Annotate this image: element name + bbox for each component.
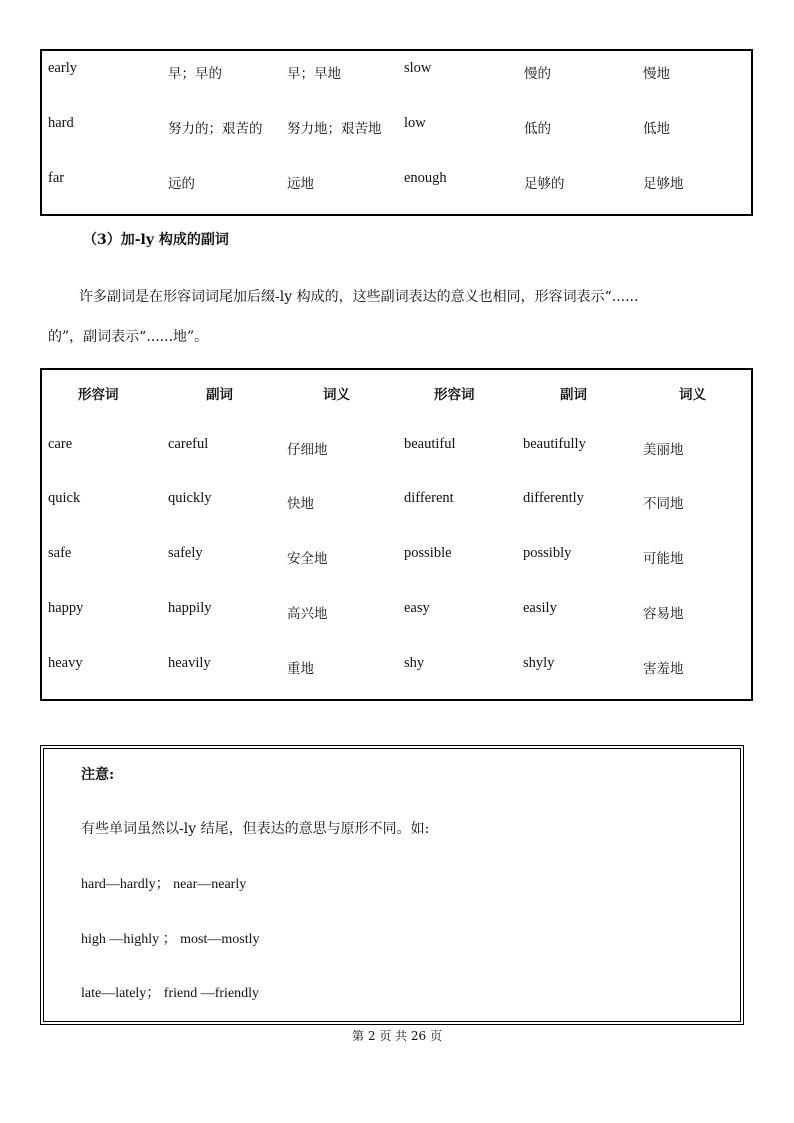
table-header: 形容词 <box>434 387 475 403</box>
table-cell: 高兴地 <box>287 606 328 622</box>
section-heading: （3）加-ly 构成的副词 <box>83 232 229 248</box>
page-number: 第 2 页 共 26 页 <box>352 1029 442 1043</box>
table-cell: 快地 <box>287 496 314 512</box>
table-cell: 重地 <box>287 661 314 677</box>
note-example-line: high —highly ； most—mostly <box>81 932 260 947</box>
table-cell: easy <box>404 600 430 616</box>
table-cell: 早；早地 <box>287 66 341 82</box>
paragraph-line-1: 许多副词是在形容词词尾加后缀-ly 构成的，这些副词表达的意义也相同，形容词表示“...... <box>79 289 639 305</box>
table-cell: 足够的 <box>524 176 565 192</box>
table-cell: 可能地 <box>643 551 684 567</box>
table-cell: heavily <box>168 655 211 671</box>
table-cell: possibly <box>523 545 572 561</box>
table-cell: 不同地 <box>643 496 684 512</box>
table-cell: 安全地 <box>287 551 328 567</box>
table-header: 副词 <box>560 387 587 403</box>
table-cell: different <box>404 490 454 506</box>
table-cell: far <box>48 170 65 186</box>
table-cell: 慢地 <box>643 66 670 82</box>
table-header: 形容词 <box>78 387 119 403</box>
table-cell: shyly <box>523 655 555 671</box>
table-cell: easily <box>523 600 557 616</box>
paragraph-line-2: 的”，副词表示“......地”。 <box>48 329 209 345</box>
table-cell: safe <box>48 545 72 561</box>
table-cell: 仔细地 <box>287 442 328 458</box>
table-cell: beautiful <box>404 436 456 452</box>
table-cell: happy <box>48 600 84 616</box>
table-cell: 努力地；艰苦地 <box>287 121 382 137</box>
table-cell: safely <box>168 545 203 561</box>
table-cell: low <box>404 115 426 131</box>
table-cell: 早；早的 <box>168 66 222 82</box>
table-cell: happily <box>168 600 212 616</box>
table-cell: beautifully <box>523 436 586 452</box>
table-header: 词义 <box>679 387 706 403</box>
table-header: 副词 <box>206 387 233 403</box>
note-title: 注意: <box>81 767 115 783</box>
table-cell: shy <box>404 655 425 671</box>
table-cell: 害羞地 <box>643 661 684 677</box>
note-box <box>40 745 744 1025</box>
vocab-table-1 <box>40 49 753 216</box>
table-cell: 美丽地 <box>643 442 684 458</box>
table-cell: heavy <box>48 655 83 671</box>
table-cell: differently <box>523 490 584 506</box>
table-cell: 容易地 <box>643 606 684 622</box>
table-cell: enough <box>404 170 447 186</box>
table-cell: slow <box>404 60 432 76</box>
note-example-line: late—lately； friend —friendly <box>81 986 260 1001</box>
table-cell: care <box>48 436 73 452</box>
table-cell: 足够地 <box>643 176 684 192</box>
table-cell: hard <box>48 115 74 131</box>
table-cell: possible <box>404 545 452 561</box>
note-example-line: hard—hardly； near—nearly <box>81 877 247 892</box>
table-cell: quickly <box>168 490 212 506</box>
table-cell: 低地 <box>643 121 670 137</box>
table-cell: quick <box>48 490 81 506</box>
table-cell: 努力的；艰苦的 <box>168 121 263 137</box>
note-intro: 有些单词虽然以-ly 结尾，但表达的意思与原形不同。如: <box>81 821 430 837</box>
table-header: 词义 <box>323 387 350 403</box>
vocab-table-2 <box>40 368 753 701</box>
table-cell: 慢的 <box>524 66 551 82</box>
table-cell: careful <box>168 436 209 452</box>
table-cell: 低的 <box>524 121 551 137</box>
table-cell: early <box>48 60 77 76</box>
table-cell: 远地 <box>287 176 314 192</box>
table-cell: 远的 <box>168 176 195 192</box>
